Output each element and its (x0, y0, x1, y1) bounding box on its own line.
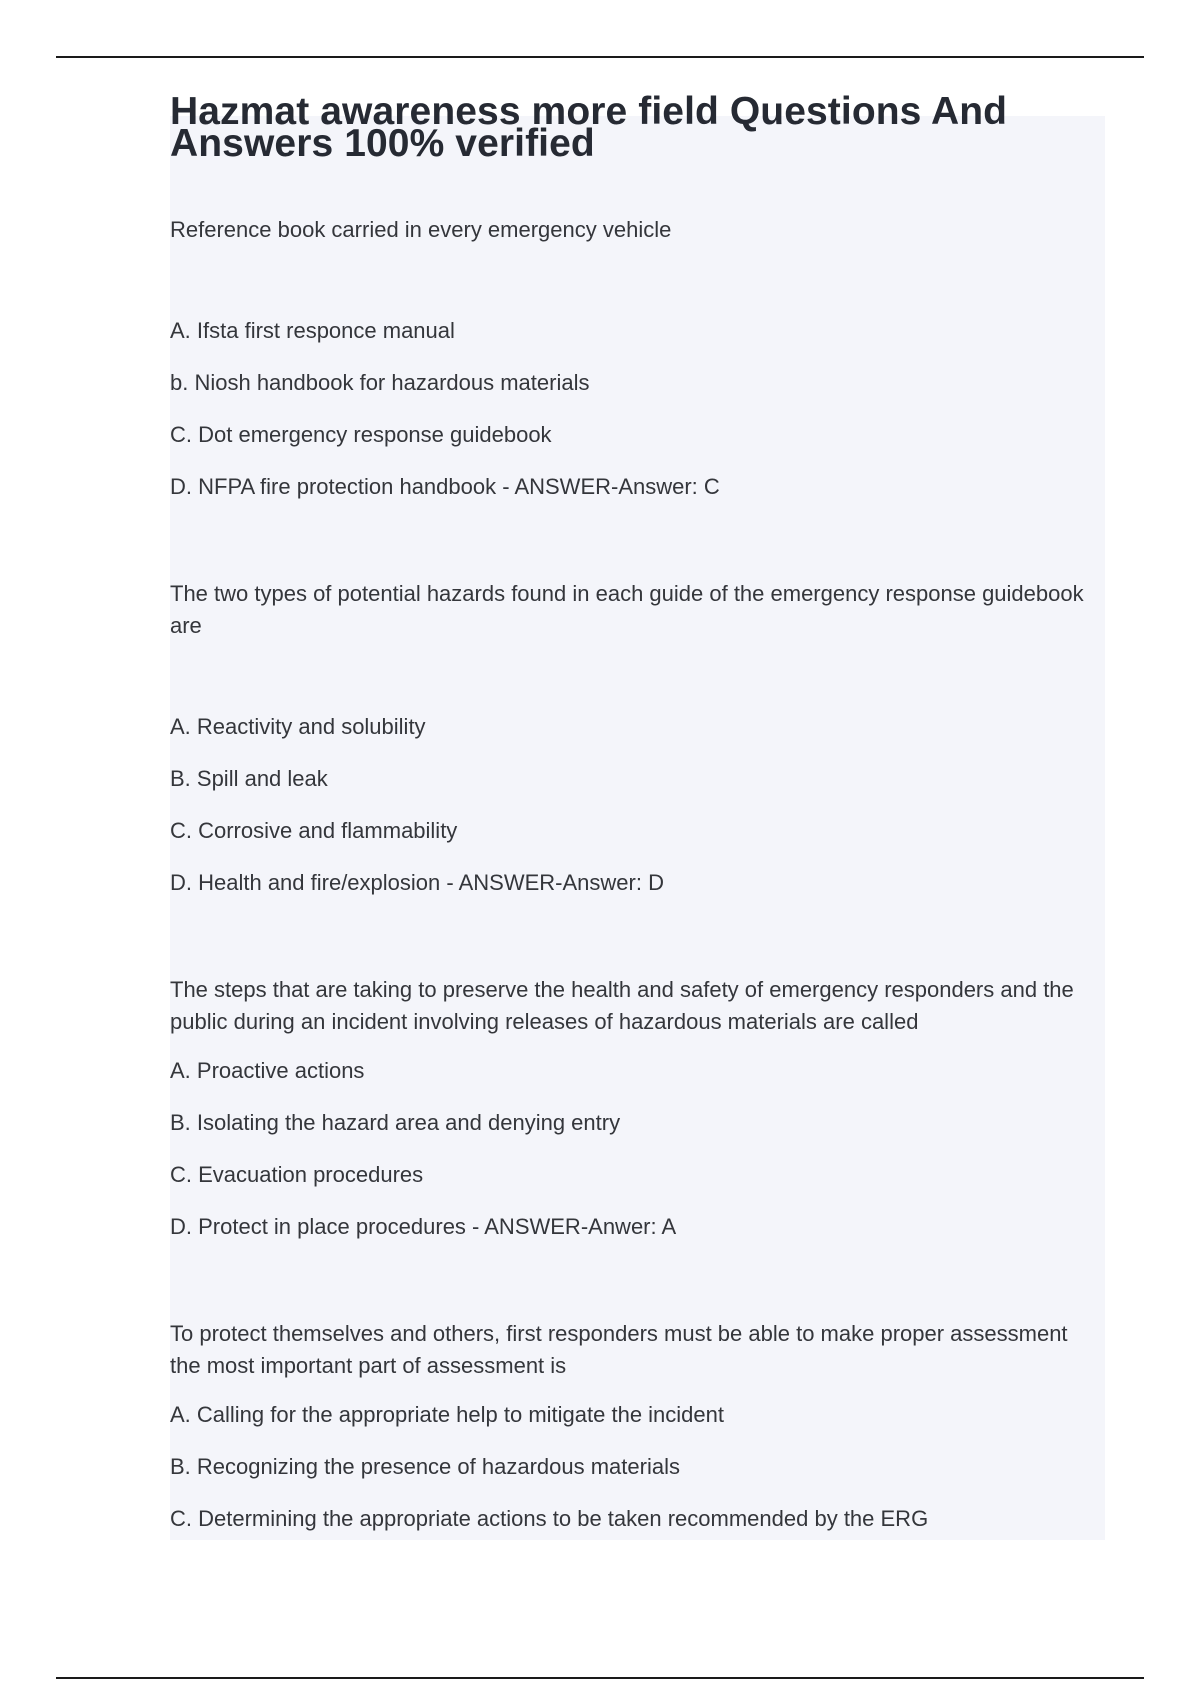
option-item: D. NFPA fire protection handbook - ANSWER-Answer: C (170, 474, 720, 499)
header-rule (56, 56, 1144, 58)
option-item: D. Health and fire/explosion - ANSWER-Answer: D (170, 870, 664, 895)
option-item: D. Protect in place procedures - ANSWER-Anwer: A (170, 1214, 677, 1239)
question-block (170, 214, 1095, 502)
document-body (170, 90, 1095, 1534)
option-item: A. Ifsta first responce manual (170, 318, 455, 343)
option-item: B. Spill and leak (170, 766, 328, 791)
option-item: A. Reactivity and solubility (170, 714, 426, 739)
question-block (170, 1318, 1095, 1534)
options-list (170, 316, 1095, 502)
option-item: B. Isolating the hazard area and denying entry (170, 1110, 621, 1135)
document-title: Hazmat awareness more field Questions And Answers 100% verified (170, 90, 1008, 165)
question-text: The steps that are taking to preserve the health and safety of emergency responders and the public during an incident involving releases of hazardous materials are called (170, 977, 1074, 1034)
option-item: A. Proactive actions (170, 1058, 365, 1083)
question-text: To protect themselves and others, first responders must be able to make proper assessment the most important part of assessment is (170, 1321, 1068, 1378)
option-item: C. Dot emergency response guidebook (170, 422, 552, 447)
question-text: The two types of potential hazards found in each guide of the emergency response guidebook are (170, 581, 1084, 638)
question-block (170, 974, 1095, 1242)
footer-rule (56, 1677, 1144, 1679)
option-item: C. Determining the appropriate actions to be taken recommended by the ERG (170, 1506, 929, 1531)
options-list (170, 712, 1095, 898)
options-list (170, 1056, 1095, 1242)
option-item: C. Corrosive and flammability (170, 818, 458, 843)
option-item: A. Calling for the appropriate help to mitigate the incident (170, 1402, 724, 1427)
option-item: B. Recognizing the presence of hazardous materials (170, 1454, 680, 1479)
question-block (170, 578, 1095, 898)
option-item: b. Niosh handbook for hazardous materials (170, 370, 590, 395)
option-item: C. Evacuation procedures (170, 1162, 424, 1187)
options-list (170, 1400, 1095, 1534)
question-text: Reference book carried in every emergency vehicle (170, 217, 672, 242)
